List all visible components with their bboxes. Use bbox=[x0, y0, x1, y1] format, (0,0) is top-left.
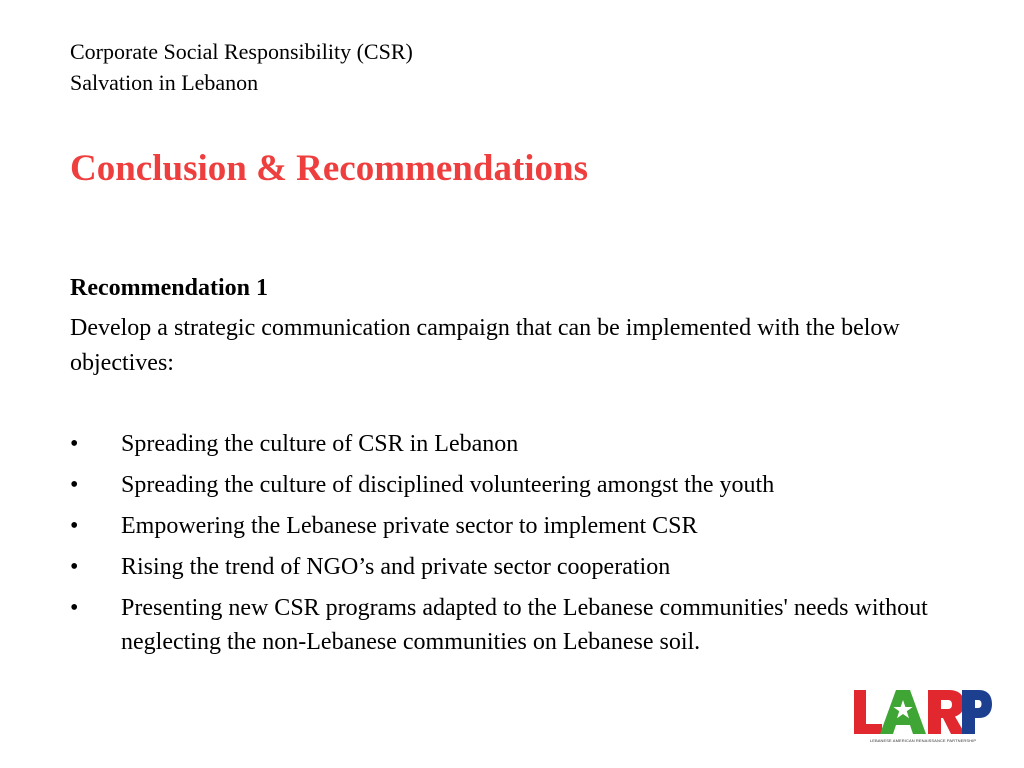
list-item-text: Empowering the Lebanese private sector to implement CSR bbox=[121, 513, 698, 539]
list-item-text: Presenting new CSR programs adapted to the Lebanese communities' needs without neglecting the non-Lebanese communities on Lebanese soil. bbox=[121, 595, 928, 655]
logo-letter-l bbox=[854, 690, 882, 734]
recommendation-intro: Develop a strategic communication campaign that can be implemented with the below objectives: bbox=[70, 315, 900, 376]
logo-letter-r bbox=[928, 690, 965, 734]
list-item-text: Spreading the culture of CSR in Lebanon bbox=[121, 431, 519, 457]
list-item bbox=[70, 591, 950, 659]
bullet-icon: • bbox=[70, 431, 79, 457]
list-item bbox=[70, 427, 950, 461]
logo-letter-p bbox=[962, 690, 992, 734]
bullet-icon: • bbox=[70, 472, 79, 498]
larp-logo bbox=[852, 686, 994, 746]
objectives-list bbox=[70, 427, 950, 666]
list-item-text: Spreading the culture of disciplined volunteering amongst the youth bbox=[121, 472, 775, 498]
bullet-icon: • bbox=[70, 513, 79, 539]
list-item bbox=[70, 468, 950, 502]
header-line-2: Salvation in Lebanon bbox=[70, 70, 259, 95]
list-item-text: Rising the trend of NGO’s and private sector cooperation bbox=[121, 554, 671, 580]
list-item bbox=[70, 550, 950, 584]
slide-title: Conclusion & Recommendations bbox=[70, 148, 589, 189]
header-line-1: Corporate Social Responsibility (CSR) bbox=[70, 39, 413, 64]
list-item bbox=[70, 509, 950, 543]
larp-logo-mark bbox=[852, 686, 994, 738]
recommendation-heading: Recommendation 1 bbox=[70, 275, 268, 301]
bullet-icon: • bbox=[70, 595, 79, 621]
bullet-icon: • bbox=[70, 554, 79, 580]
logo-tagline: LEBANESE AMERICAN RENAISSANCE PARTNERSHIP bbox=[869, 738, 977, 743]
slide-header bbox=[70, 36, 413, 98]
